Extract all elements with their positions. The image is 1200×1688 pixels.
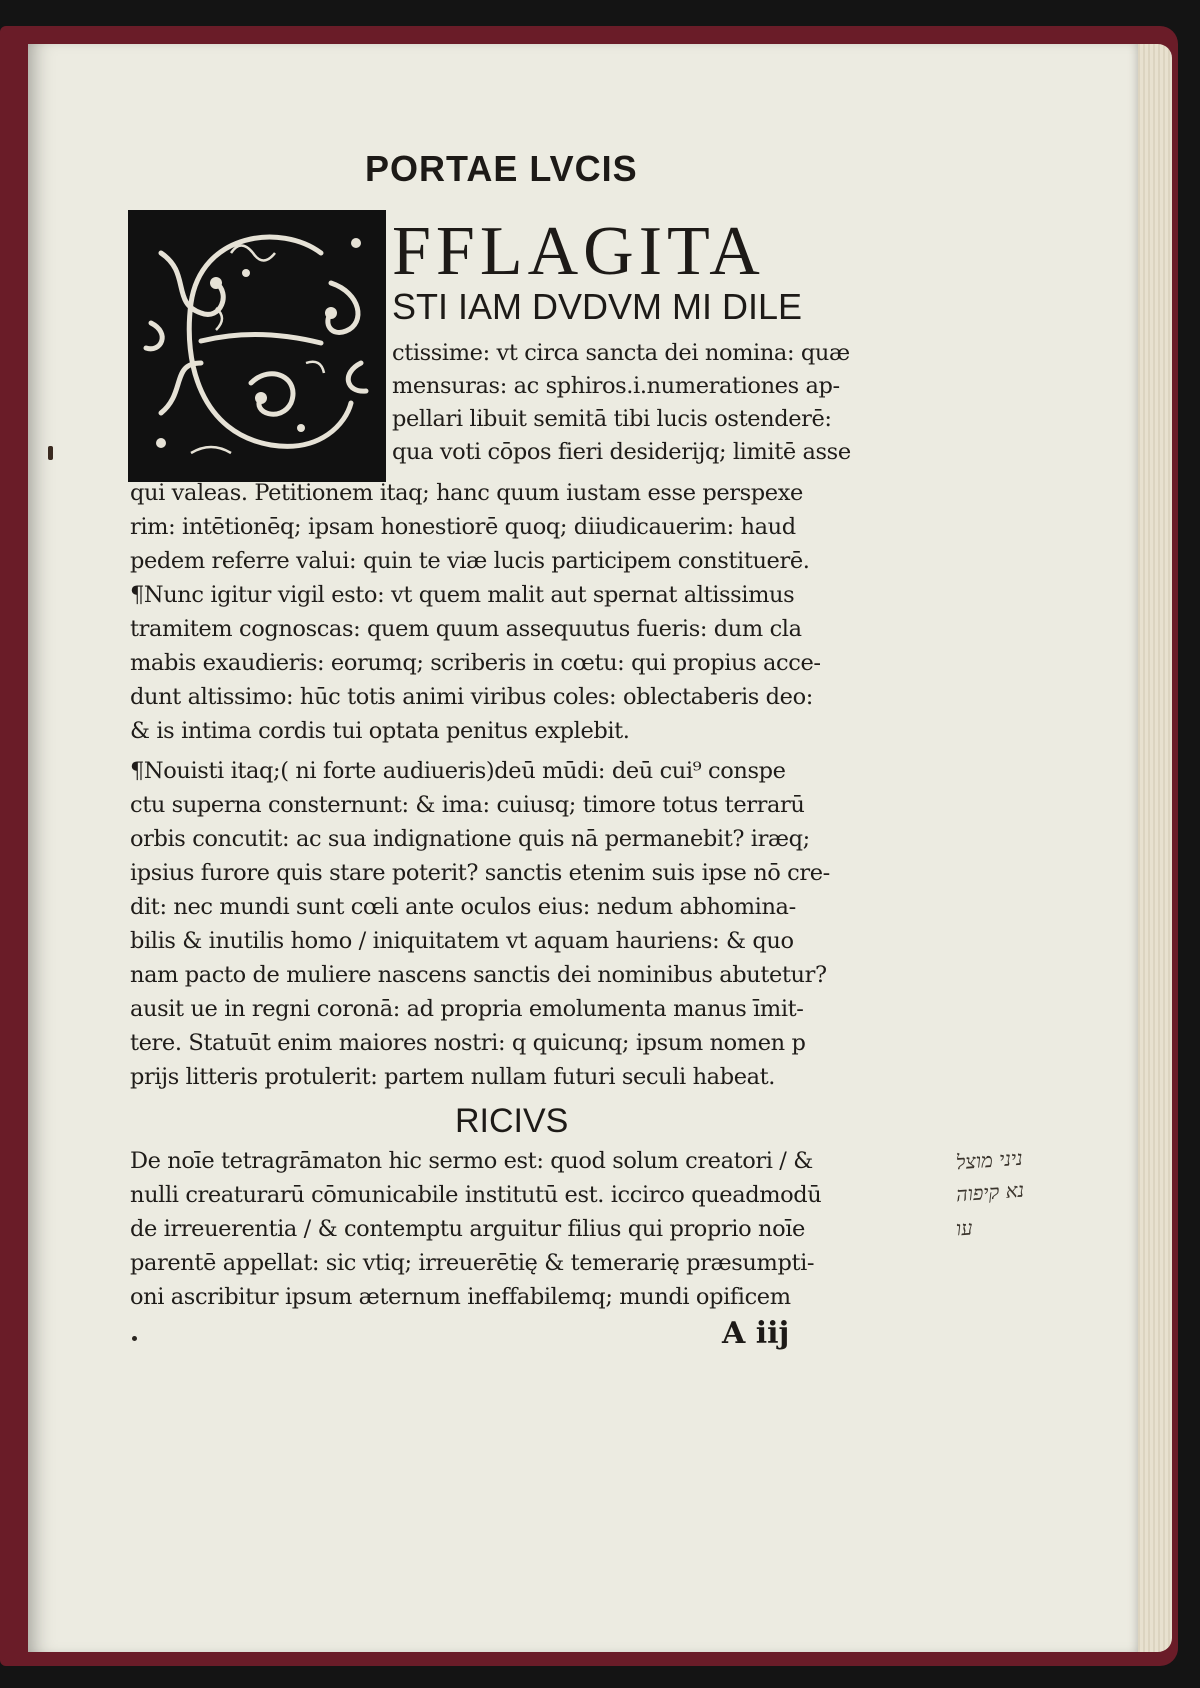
ink-dot	[132, 1336, 137, 1341]
decorated-initial-e	[128, 210, 386, 482]
body-line: tramitem cognoscas: quem quum assequutus fueris: dum cla	[130, 616, 802, 642]
body-line: rim: intētionēq; ipsam honestiorē quoq; diiudicauerim: haud	[130, 514, 796, 540]
marginal-note: עו	[955, 1215, 974, 1241]
body-line: tere. Statuūt enim maiores nostri: q quicunq; ipsum nomen p	[130, 1030, 806, 1056]
opening-title-line-2: STI IAM DVDVM MI DILE	[392, 286, 803, 327]
body-line: mensuras: ac sphiros.i.numerationes ap-	[392, 373, 840, 399]
body-line: ausit ue in regni coronā: ad propria emolumenta manus īmit-	[130, 996, 804, 1022]
body-line: nam pacto de muliere nascens sanctis dei nominibus abutetur?	[130, 962, 827, 988]
section-heading: RICIVS	[455, 1102, 569, 1140]
body-line: dunt altissimo: hūc totis animi viribus coles: oblectaberis deo:	[130, 684, 813, 710]
body-line: ctissime: vt circa sancta dei nomina: quæ	[392, 340, 850, 366]
body-line: & is intima cordis tui optata penitus explebit.	[130, 718, 630, 744]
page-signature: A iij	[722, 1316, 790, 1351]
body-line: orbis concutit: ac sua indignatione quis nā permanebit? iræq;	[130, 826, 810, 852]
section-line: parentē appellat: sic vtiq; irreuerētię & temerarię præsumpti-	[130, 1250, 815, 1276]
body-line: bilis & inutilis homo / iniquitatem vt aquam hauriens: & quo	[130, 928, 794, 954]
section-line: nulli creaturarū cōmunicabile institutū est. iccirco queadmodū	[130, 1182, 822, 1208]
body-line: qui valeas. Petitionem itaq; hanc quum iustam esse perspexe	[130, 480, 803, 506]
body-line: pedem referre valui: quin te viæ lucis participem constituerē.	[130, 548, 810, 574]
body-line: ¶Nouisti itaq;( ni forte audiueris)deū mūdi: deū cui⁹ conspe	[130, 758, 786, 784]
marginal-note: ניני מוצל	[955, 1145, 1024, 1175]
body-line: pellari libuit semitā tibi lucis ostenderē:	[392, 406, 832, 432]
body-line: qua voti cōpos fieri desiderijq; limitē asse	[392, 439, 851, 465]
decorated-initial-icon	[131, 213, 383, 479]
section-line: de irreuerentia / & contemptu arguitur filius qui proprio noīe	[130, 1216, 805, 1242]
opening-title-line-1: FFLAGITA	[392, 213, 765, 290]
body-line: prijs litteris protulerit: partem nullam futuri seculi habeat.	[130, 1064, 776, 1090]
marginal-note: נא קיפוה	[955, 1177, 1025, 1207]
running-header: PORTAE LVCIS	[365, 148, 638, 189]
body-line: ctu superna consternunt: & ima: cuiusq; timore totus terrarū	[130, 792, 805, 818]
body-line: dit: nec mundi sunt cœli ante oculos eius: nedum abhomina-	[130, 894, 796, 920]
body-line: ¶Nunc igitur vigil esto: vt quem malit aut spernat altissimus	[130, 582, 795, 608]
section-line: oni ascribitur ipsum æternum ineffabilemq; mundi opificem	[130, 1284, 791, 1310]
body-line: mabis exaudieris: eorumq; scriberis in cœtu: qui propius acce-	[130, 650, 821, 676]
body-line: ipsius furore quis stare poterit? sanctis etenim suis ipse nō cre-	[130, 860, 830, 886]
gutter-mark	[48, 446, 53, 460]
section-line: De noīe tetragrāmaton hic sermo est: quod solum creatori / &	[130, 1148, 813, 1174]
